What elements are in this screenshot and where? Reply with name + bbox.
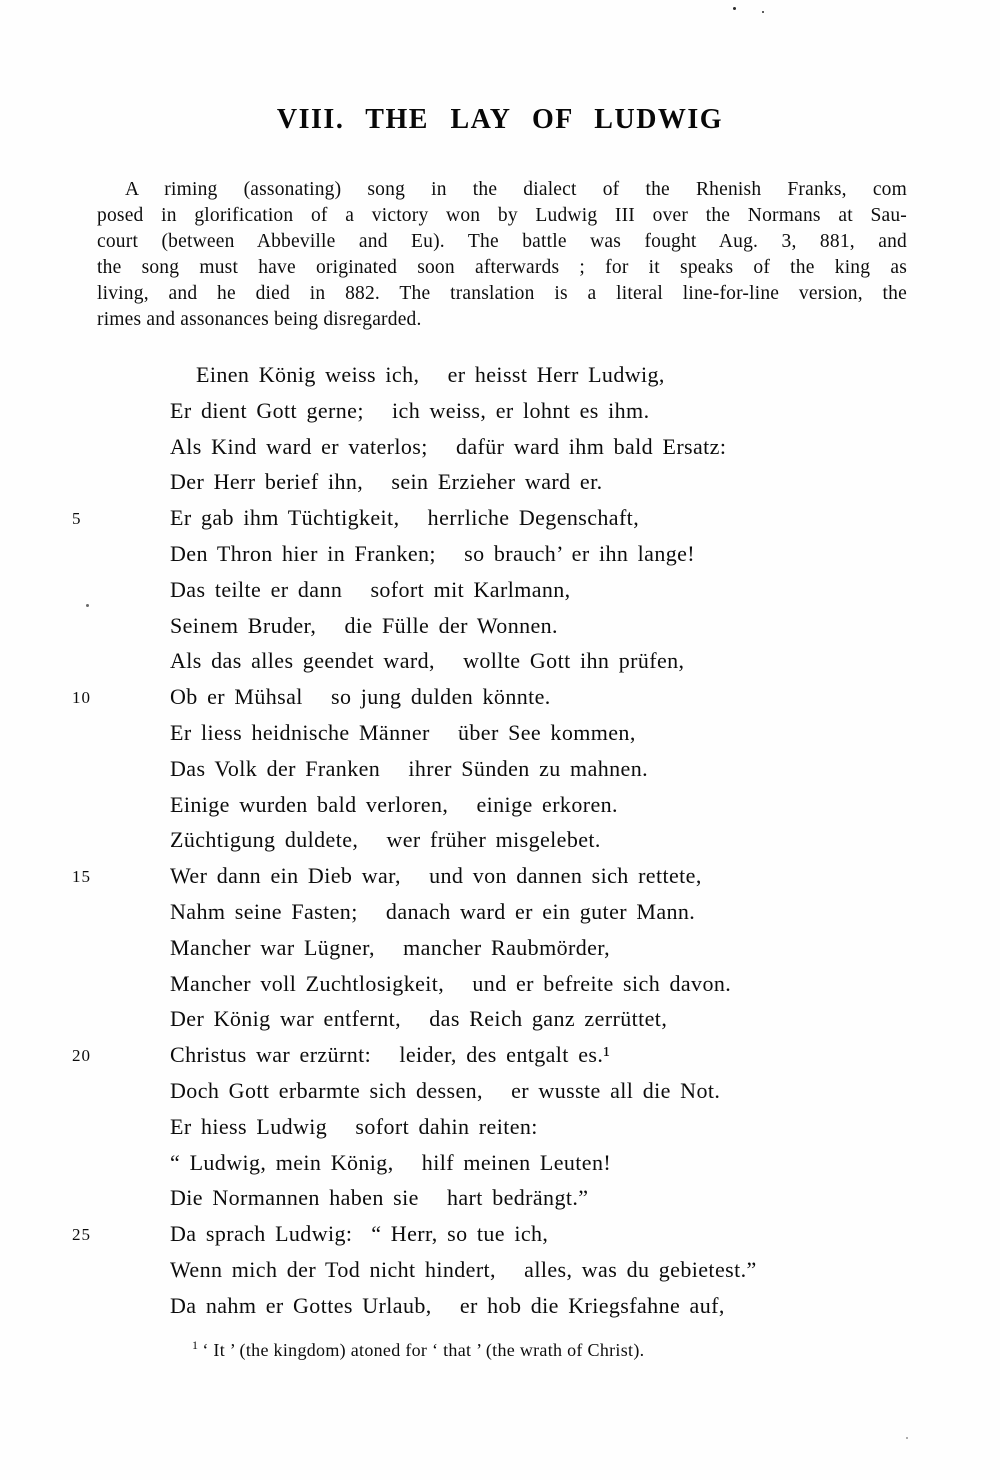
poem-line — [72, 966, 952, 1002]
verse-text: Den Thron hier in Franken; so brauch’ er ihn lange! — [170, 540, 696, 566]
verse-text: Wer dann ein Dieb war, und von dannen sich rettete, — [170, 863, 702, 889]
line-number: 5 — [72, 509, 82, 529]
line-number: 15 — [72, 867, 91, 887]
poem-line — [72, 715, 952, 751]
verse-text: Das Volk der Franken ihrer Sünden zu mahnen. — [170, 755, 648, 781]
poem-line — [72, 572, 952, 608]
poem-line — [72, 1288, 952, 1324]
scan-speck — [906, 1437, 908, 1439]
poem-line — [72, 464, 952, 500]
verse-text: Er liess heidnische Männer über See kommen, — [170, 719, 636, 745]
verse-text: Als Kind ward er vaterlos; dafür ward ihm bald Ersatz: — [170, 433, 727, 459]
scan-speck — [762, 11, 764, 13]
poem-line — [72, 679, 952, 715]
verse-text: “ Ludwig, mein König, hilf meinen Leuten! — [170, 1149, 612, 1175]
verse-text: Mancher war Lügner, mancher Raubmörder, — [170, 934, 611, 960]
verse-text: Der Herr berief ihn, sein Erzieher ward er. — [170, 469, 603, 495]
poem-line — [72, 608, 952, 644]
poem-line — [72, 1109, 952, 1145]
intro-line: the song must have originated soon afterwards ; for it speaks of the king as — [97, 257, 907, 279]
poem-line — [72, 751, 952, 787]
verse-text: Einige wurden bald verloren, einige erkoren. — [170, 791, 618, 817]
poem-line — [72, 894, 952, 930]
poem-line — [72, 1145, 952, 1181]
poem-line — [72, 1252, 952, 1288]
verse-text: Er gab ihm Tüchtigkeit, herrliche Degenschaft, — [170, 505, 640, 531]
verse-text: Wenn mich der Tod nicht hindert, alles, was du gebietest.” — [170, 1256, 757, 1282]
scan-speck — [733, 7, 736, 10]
footnote-text: ‘ It ’ (the kingdom) atoned for ‘ that ’ (the wrath of Christ). — [202, 1340, 645, 1360]
page-title: VIII. THE LAY OF LUDWIG — [276, 104, 724, 135]
intro-line: living, and he died in 882. The translation is a literal line-for-line version, the — [97, 283, 907, 305]
poem-line — [72, 930, 952, 966]
verse-text: Da nahm er Gottes Urlaub, er hob die Kriegsfahne auf, — [170, 1292, 725, 1318]
poem-line — [72, 1001, 952, 1037]
verse-text: Mancher voll Zuchtlosigkeit, und er befreite sich davon. — [170, 970, 732, 996]
verse-text: Das teilte er dann sofort mit Karlmann, — [170, 576, 571, 602]
verse-text: Doch Gott erbarmte sich dessen, er wusste all die Not. — [170, 1077, 721, 1103]
footnote — [192, 1338, 644, 1361]
poem-line — [72, 787, 952, 823]
verse-text: Einen König weiss ich, er heisst Herr Ludwig, — [196, 362, 665, 387]
poem-line — [72, 858, 952, 894]
verse-text: Da sprach Ludwig: “ Herr, so tue ich, — [170, 1221, 549, 1247]
poem-line — [72, 357, 952, 393]
poem-line — [72, 822, 952, 858]
poem — [72, 357, 952, 1324]
poem-line — [72, 429, 952, 465]
intro-line: A riming (assonating) song in the dialect of the Rhenish Franks, com — [125, 179, 907, 200]
line-number: 10 — [72, 688, 91, 708]
poem-line — [72, 536, 952, 572]
footnote-marker: 1 — [192, 1338, 199, 1352]
line-number: 20 — [72, 1046, 91, 1066]
verse-text: Als das alles geendet ward, wollte Gott ihn prüfen, — [170, 648, 685, 674]
verse-text: Ob er Mühsal so jung dulden könnte. — [170, 684, 551, 710]
line-number: 25 — [72, 1225, 91, 1245]
verse-text: Christus war erzürnt: leider, des entgalt es.¹ — [170, 1042, 611, 1068]
poem-line — [72, 1073, 952, 1109]
verse-text: Züchtigung duldete, wer früher misgelebet. — [170, 827, 601, 853]
verse-text: Nahm seine Fasten; danach ward er ein guter Mann. — [170, 898, 696, 924]
poem-line — [72, 1180, 952, 1216]
poem-line — [72, 500, 952, 536]
verse-text: Er dient Gott gerne; ich weiss, er lohnt es ihm. — [170, 397, 650, 423]
verse-text: Er hiess Ludwig sofort dahin reiten: — [170, 1113, 538, 1139]
poem-line — [72, 643, 952, 679]
intro-line: posed in glorification of a victory won by Ludwig III over the Normans at Sau- — [97, 205, 907, 227]
poem-line — [72, 393, 952, 429]
poem-line — [72, 1216, 952, 1252]
intro-paragraph — [97, 177, 907, 334]
poem-line — [72, 1037, 952, 1073]
verse-text: Seinem Bruder, die Fülle der Wonnen. — [170, 612, 558, 638]
verse-text: Die Normannen haben sie hart bedrängt.” — [170, 1185, 589, 1211]
intro-line: rimes and assonances being disregarded. — [97, 309, 422, 331]
intro-line: court (between Abbeville and Eu). The battle was fought Aug. 3, 881, and — [97, 231, 907, 253]
verse-text: Der König war entfernt, das Reich ganz zerrüttet, — [170, 1006, 668, 1032]
